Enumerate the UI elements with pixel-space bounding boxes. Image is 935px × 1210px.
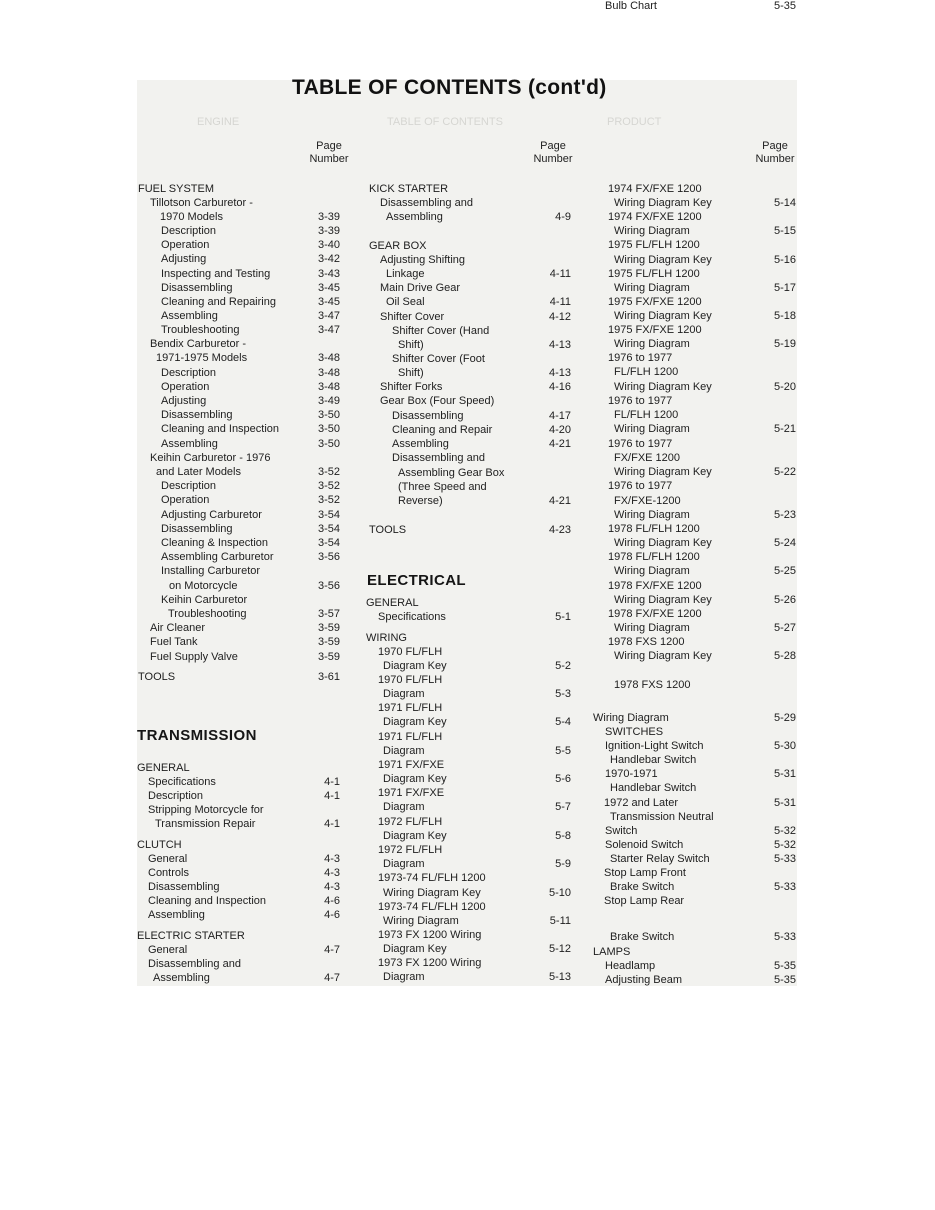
toc-entry-title: Wiring Diagram: [614, 565, 690, 577]
toc-entry-title: Brake Switch: [610, 931, 675, 943]
toc-entry-page-number: 3-59: [317, 651, 340, 663]
toc-entry-title: CLUTCH: [137, 839, 182, 851]
toc-entry-page-number: 4-7: [324, 944, 340, 956]
toc-entry-title: Bendix Carburetor -: [150, 338, 246, 350]
toc-entry-title: Controls: [148, 867, 189, 879]
toc-entry-title: Disassembling: [392, 410, 464, 422]
toc-entry-title: 1971 FL/FLH: [378, 731, 443, 743]
toc-entry-title: Wiring Diagram: [614, 282, 690, 294]
toc-entry-title: WIRING: [366, 632, 407, 644]
toc-entry-page-number: 3-54: [317, 509, 340, 521]
toc-entry-title: 1976 to 1977: [608, 395, 673, 407]
toc-entry-title: 1973-74 FL/FLH 1200: [378, 872, 486, 884]
toc-entry-title: 1971 FX/FXE: [378, 787, 445, 799]
toc-entry-title: and Later Models: [156, 466, 241, 478]
toc-entry-title: Shift): [398, 339, 424, 351]
toc-entry-title: 1976 to 1977: [608, 480, 673, 492]
toc-entry-page-number: 4-12: [548, 311, 571, 323]
toc-entry-title: Gear Box (Four Speed): [380, 395, 495, 407]
toc-entry-title: Adjusting Carburetor: [161, 509, 262, 521]
toc-entry-title: Diagram Key: [383, 773, 447, 785]
toc-entry-title: Wiring Diagram Key: [614, 381, 712, 393]
toc-entry-page-number: 3-57: [317, 608, 340, 620]
toc-entry-title: Diagram Key: [383, 830, 447, 842]
toc-entry-title: Diagram: [383, 688, 425, 700]
toc-entry-title: Troubleshooting: [168, 608, 247, 620]
toc-entry-page-number: 3-45: [317, 296, 340, 308]
toc-entry-title: General: [148, 853, 188, 865]
toc-entry-title: SWITCHES: [605, 726, 664, 738]
toc-entry-page-number: 5-24: [773, 537, 796, 549]
toc-entry-page-number: 5-32: [773, 839, 796, 851]
toc-entry-page-number: 3-48: [317, 352, 340, 364]
toc-entry-page-number: 4-9: [555, 211, 571, 223]
toc-entry-page-number: 5-29: [773, 712, 796, 724]
toc-entry-page-number: 5-35: [773, 960, 796, 972]
toc-entry-page-number: 5-35: [773, 0, 796, 12]
toc-entry-title: Wiring Diagram: [614, 509, 690, 521]
toc-entry-title: 1978 FL/FLH 1200: [608, 523, 700, 535]
toc-entry-title: Reverse): [398, 495, 443, 507]
number-label: Number: [309, 153, 349, 165]
toc-entry-title: Wiring Diagram Key: [614, 594, 712, 606]
toc-entry-page-number: 5-6: [555, 773, 571, 785]
toc-entry-title: Diagram Key: [383, 943, 447, 955]
toc-entry-page-number: 5-5: [555, 745, 571, 757]
toc-entry-title: Handlebar Switch: [610, 754, 697, 766]
toc-entry-title: LAMPS: [593, 946, 631, 958]
toc-entry-title: Assembling: [386, 211, 443, 223]
toc-entry-page-number: 3-48: [317, 367, 340, 379]
toc-entry-title: Description: [148, 790, 204, 802]
toc-entry-title: Installing Carburetor: [161, 565, 261, 577]
toc-entry-title: Assembling: [161, 310, 218, 322]
toc-entry-title: Diagram Key: [383, 716, 447, 728]
toc-entry-title: Assembling: [148, 909, 205, 921]
toc-entry-title: Assembling Gear Box: [398, 467, 505, 479]
toc-entry-page-number: 5-35: [773, 974, 796, 986]
toc-entry-title: Specifications: [378, 611, 446, 623]
toc-entry-title: TOOLS: [138, 671, 176, 683]
toc-entry-title: Disassembling and: [148, 958, 241, 970]
toc-entry-title: Bulb Chart: [605, 0, 657, 12]
toc-entry-page-number: 4-1: [324, 790, 340, 802]
toc-entry-title: 1975 FX/FXE 1200: [608, 296, 702, 308]
toc-entry-page-number: 4-21: [548, 438, 571, 450]
toc-entry-title: Assembling: [161, 438, 218, 450]
toc-entry-page-number: 4-11: [549, 268, 571, 280]
toc-entry-title: Wiring Diagram: [614, 338, 690, 350]
toc-entry-title: Wiring Diagram Key: [614, 466, 712, 478]
toc-entry-page-number: 5-23: [773, 509, 796, 521]
toc-entry-title: Ignition-Light Switch: [605, 740, 704, 752]
toc-entry-title: Wiring Diagram: [593, 712, 669, 724]
toc-entry-title: Inspecting and Testing: [161, 268, 271, 280]
toc-entry-page-number: 4-16: [548, 381, 571, 393]
toc-entry-title: Shifter Cover (Hand: [392, 325, 490, 337]
toc-entry-title: Starter Relay Switch: [610, 853, 710, 865]
toc-entry-title: Solenoid Switch: [605, 839, 684, 851]
toc-entry-page-number: 5-26: [773, 594, 796, 606]
toc-entry-page-number: 5-13: [548, 971, 571, 983]
toc-entry-page-number: 5-9: [555, 858, 571, 870]
toc-entry-title: Keihin Carburetor - 1976: [150, 452, 271, 464]
toc-entry-title: 1974 FX/FXE 1200: [608, 211, 702, 223]
toc-entry-title: GEAR BOX: [369, 240, 427, 252]
toc-entry-page-number: 4-23: [548, 524, 571, 536]
toc-entry-title: 1978 FXS 1200: [614, 679, 691, 691]
toc-entry-title: FL/FLH 1200: [614, 366, 679, 378]
toc-entry-page-number: 5-21: [773, 423, 796, 435]
toc-entry-title: Stop Lamp Front: [604, 867, 686, 879]
toc-entry-title: Air Cleaner: [150, 622, 206, 634]
toc-entry-title: Main Drive Gear: [380, 282, 461, 294]
toc-entry-page-number: 3-45: [317, 282, 340, 294]
toc-entry-title: 1970 Models: [160, 211, 223, 223]
toc-entry-title: FUEL SYSTEM: [138, 183, 214, 195]
toc-entry-title: 1974 FX/FXE 1200: [608, 183, 702, 195]
toc-entry-title: 1970 FL/FLH: [378, 646, 443, 658]
toc-entry-page-number: 3-59: [317, 636, 340, 648]
toc-entry-title: Operation: [161, 494, 210, 506]
toc-entry-title: Diagram: [383, 745, 425, 757]
toc-entry-title: 1978 FXS 1200: [608, 636, 685, 648]
toc-entry-page-number: 3-50: [317, 409, 340, 421]
toc-entry-page-number: 5-33: [773, 931, 796, 943]
toc-entry-title: Stop Lamp Rear: [604, 895, 685, 907]
toc-entry-page-number: 4-3: [324, 853, 340, 865]
page-label: Page: [316, 140, 342, 152]
toc-entry-title: Handlebar Switch: [610, 782, 697, 794]
toc-entry-page-number: 3-42: [317, 253, 340, 265]
toc-entry-title: Assembling: [153, 972, 210, 984]
toc-entry-page-number: 5-32: [773, 825, 796, 837]
toc-entry-title: 1972 and Later: [604, 797, 679, 809]
toc-entry-page-number: 5-25: [773, 565, 796, 577]
toc-entry-page-number: 4-1: [324, 818, 340, 830]
toc-entry-title: 1975 FL/FLH 1200: [608, 268, 700, 280]
toc-entry-page-number: 4-11: [549, 296, 571, 308]
toc-entry-title: Transmission Repair: [155, 818, 256, 830]
toc-entry-page-number: 3-43: [317, 268, 340, 280]
toc-entry-title: 1976 to 1977: [608, 438, 673, 450]
toc-entry-title: on Motorcycle: [169, 580, 238, 592]
toc-entry-page-number: 3-56: [317, 551, 340, 563]
toc-entry-title: Wiring Diagram: [614, 225, 690, 237]
toc-entry-title: 1971-1975 Models: [156, 352, 248, 364]
toc-entry-page-number: 3-52: [317, 466, 340, 478]
bleed-through-text: ENGINE: [197, 116, 240, 128]
toc-entry-page-number: 5-16: [773, 254, 796, 266]
toc-entry-page-number: 3-49: [317, 395, 340, 407]
toc-entry-title: Adjusting: [161, 395, 207, 407]
toc-entry-page-number: 5-19: [773, 338, 796, 350]
bleed-through-text: PRODUCT: [607, 116, 662, 128]
toc-entry-page-number: 3-54: [317, 537, 340, 549]
toc-entry-page-number: 3-50: [317, 438, 340, 450]
toc-entry-title: Diagram: [383, 971, 425, 983]
toc-entry-title: Transmission Neutral: [610, 811, 714, 823]
toc-entry-title: (Three Speed and: [398, 481, 487, 493]
toc-entry-title: Diagram: [383, 858, 425, 870]
toc-entry-title: Shifter Cover: [380, 311, 445, 323]
section-heading: ELECTRICAL: [367, 572, 466, 589]
toc-entry-page-number: 4-3: [324, 867, 340, 879]
toc-entry-page-number: 4-21: [548, 495, 571, 507]
toc-entry-title: FL/FLH 1200: [614, 409, 679, 421]
toc-entry-title: Stripping Motorcycle for: [148, 804, 264, 816]
toc-entry-title: Wiring Diagram Key: [614, 650, 712, 662]
toc-entry-title: TOOLS: [369, 524, 407, 536]
toc-entry-title: Adjusting Shifting: [380, 254, 465, 266]
toc-entry-title: Fuel Supply Valve: [150, 651, 238, 663]
toc-entry-title: 1973 FX 1200 Wiring: [378, 957, 482, 969]
toc-entry-title: Keihin Carburetor: [161, 594, 248, 606]
toc-entry-title: Headlamp: [605, 960, 656, 972]
toc-entry-page-number: 5-15: [773, 225, 796, 237]
toc-entry-page-number: 4-17: [548, 410, 571, 422]
toc-entry-title: Cleaning and Repair: [392, 424, 493, 436]
section-heading: TRANSMISSION: [137, 727, 257, 744]
toc-entry-title: Wiring Diagram: [614, 423, 690, 435]
toc-entry-title: Assembling: [392, 438, 449, 450]
toc-entry-title: Brake Switch: [610, 881, 675, 893]
toc-entry-page-number: 5-2: [555, 660, 571, 672]
toc-entry-title: Description: [161, 480, 217, 492]
toc-entry-page-number: 5-11: [549, 915, 571, 927]
toc-entry-page-number: 5-20: [773, 381, 796, 393]
toc-entry-page-number: 5-31: [773, 768, 796, 780]
toc-entry-title: Switch: [605, 825, 638, 837]
bleed-through-text: TABLE OF CONTENTS: [387, 116, 503, 128]
toc-entry-page-number: 3-47: [317, 310, 340, 322]
toc-entry-title: 1971 FX/FXE: [378, 759, 445, 771]
toc-entry-page-number: 5-33: [773, 853, 796, 865]
toc-entry-title: Assembling Carburetor: [161, 551, 274, 563]
toc-entry-title: 1973-74 FL/FLH 1200: [378, 901, 486, 913]
toc-entry-title: Tillotson Carburetor -: [150, 197, 253, 209]
toc-entry-page-number: 5-14: [773, 197, 796, 209]
toc-entry-page-number: 5-1: [555, 611, 571, 623]
toc-entry-title: 1978 FX/FXE 1200: [608, 608, 702, 620]
number-label: Number: [755, 153, 795, 165]
toc-entry-title: Wiring Diagram Key: [614, 537, 712, 549]
page-label: Page: [762, 140, 788, 152]
toc-entry-title: 1978 FL/FLH 1200: [608, 551, 700, 563]
toc-entry-page-number: 4-6: [324, 909, 340, 921]
toc-entry-title: 1975 FX/FXE 1200: [608, 324, 702, 336]
toc-entry-title: Wiring Diagram Key: [614, 254, 712, 266]
toc-entry-title: FX/FXE-1200: [614, 495, 681, 507]
toc-entry-title: Description: [161, 225, 217, 237]
toc-entry-page-number: 4-6: [324, 895, 340, 907]
toc-entry-title: ELECTRIC STARTER: [137, 930, 245, 942]
toc-entry-title: Operation: [161, 239, 210, 251]
toc-entry-page-number: 4-7: [324, 972, 340, 984]
toc-entry-page-number: 4-20: [548, 424, 571, 436]
toc-entry-title: Shifter Forks: [380, 381, 443, 393]
toc-entry-page-number: 3-39: [317, 225, 340, 237]
toc-entry-title: Specifications: [148, 776, 216, 788]
toc-entry-title: Cleaning and Repairing: [161, 296, 276, 308]
toc-entry-page-number: 3-47: [317, 324, 340, 336]
toc-entry-page-number: 5-17: [773, 282, 796, 294]
toc-entry-title: 1973 FX 1200 Wiring: [378, 929, 482, 941]
toc-entry-title: Fuel Tank: [150, 636, 198, 648]
toc-entry-title: 1978 FX/FXE 1200: [608, 580, 702, 592]
toc-entry-title: 1970 FL/FLH: [378, 674, 443, 686]
toc-entry-title: Troubleshooting: [161, 324, 240, 336]
toc-entry-page-number: 5-33: [773, 881, 796, 893]
toc-entry-page-number: 5-22: [773, 466, 796, 478]
toc-entry-title: Cleaning & Inspection: [161, 537, 269, 549]
toc-entry-title: Disassembling: [148, 881, 220, 893]
toc-entry-title: Wiring Diagram Key: [383, 887, 481, 899]
toc-entry-title: Disassembling: [161, 409, 233, 421]
toc-entry-title: 1975 FL/FLH 1200: [608, 239, 700, 251]
toc-entry-page-number: 3-50: [317, 423, 340, 435]
toc-entry-title: Operation: [161, 381, 210, 393]
page-title: TABLE OF CONTENTS (cont'd): [292, 76, 607, 99]
toc-entry-title: Disassembling and: [392, 452, 485, 464]
toc-entry-page-number: 5-30: [773, 740, 796, 752]
toc-entry-page-number: 5-10: [548, 887, 571, 899]
toc-entry-title: Adjusting Beam: [605, 974, 683, 986]
toc-entry-page-number: 5-18: [773, 310, 796, 322]
toc-entry-page-number: 5-7: [555, 801, 571, 813]
toc-entry-title: KICK STARTER: [369, 183, 449, 195]
toc-entry-page-number: 5-31: [773, 797, 796, 809]
toc-entry-page-number: 5-27: [773, 622, 796, 634]
toc-entry-title: 1972 FL/FLH: [378, 844, 443, 856]
page-label: Page: [540, 140, 566, 152]
toc-entry-title: General: [148, 944, 188, 956]
toc-entry-title: Linkage: [386, 268, 425, 280]
toc-entry-title: Oil Seal: [386, 296, 425, 308]
toc-entry-title: Wiring Diagram: [383, 915, 459, 927]
toc-entry-page-number: 3-61: [317, 671, 340, 683]
toc-entry-page-number: 5-4: [555, 716, 571, 728]
toc-entry-title: 1976 to 1977: [608, 352, 673, 364]
toc-entry-page-number: 3-48: [317, 381, 340, 393]
toc-entry-title: Cleaning and Inspection: [148, 895, 267, 907]
toc-entry-page-number: 5-28: [773, 650, 796, 662]
toc-entry-title: GENERAL: [137, 762, 190, 774]
toc-entry-title: FX/FXE 1200: [614, 452, 681, 464]
toc-entry-title: Description: [161, 367, 217, 379]
toc-entry-title: Shift): [398, 367, 424, 379]
toc-entry-page-number: 3-39: [317, 211, 340, 223]
toc-entry-title: Adjusting: [161, 253, 207, 265]
toc-entry-page-number: 3-52: [317, 480, 340, 492]
toc-entry-title: 1972 FL/FLH: [378, 816, 443, 828]
toc-entry-title: GENERAL: [366, 597, 419, 609]
toc-entry-page-number: 3-59: [317, 622, 340, 634]
toc-entry-page-number: 3-40: [317, 239, 340, 251]
toc-entry-page-number: 4-13: [548, 339, 571, 351]
toc-entry-page-number: 5-12: [548, 943, 571, 955]
toc-entry-title: Disassembling: [161, 282, 233, 294]
toc-entry-title: 1971 FL/FLH: [378, 702, 443, 714]
toc-entry-title: Wiring Diagram Key: [614, 310, 712, 322]
toc-entry-page-number: 3-56: [317, 580, 340, 592]
toc-entry-page-number: 4-3: [324, 881, 340, 893]
toc-entry-title: Diagram: [383, 801, 425, 813]
toc-entry-title: Wiring Diagram Key: [614, 197, 712, 209]
toc-entry-page-number: 3-54: [317, 523, 340, 535]
toc-entry-title: Disassembling: [161, 523, 233, 535]
toc-entry-page-number: 3-52: [317, 494, 340, 506]
toc-entry-title: Wiring Diagram: [614, 622, 690, 634]
toc-entry-page-number: 5-8: [555, 830, 571, 842]
number-label: Number: [533, 153, 573, 165]
toc-entry-title: Disassembling and: [380, 197, 473, 209]
toc-entry-title: Shifter Cover (Foot: [392, 353, 485, 365]
toc-entry-page-number: 5-3: [555, 688, 571, 700]
toc-entry-page-number: 4-13: [548, 367, 571, 379]
toc-entry-title: 1970-1971: [605, 768, 658, 780]
toc-entry-title: Diagram Key: [383, 660, 447, 672]
toc-entry-title: Cleaning and Inspection: [161, 423, 280, 435]
toc-entry-page-number: 4-1: [324, 776, 340, 788]
